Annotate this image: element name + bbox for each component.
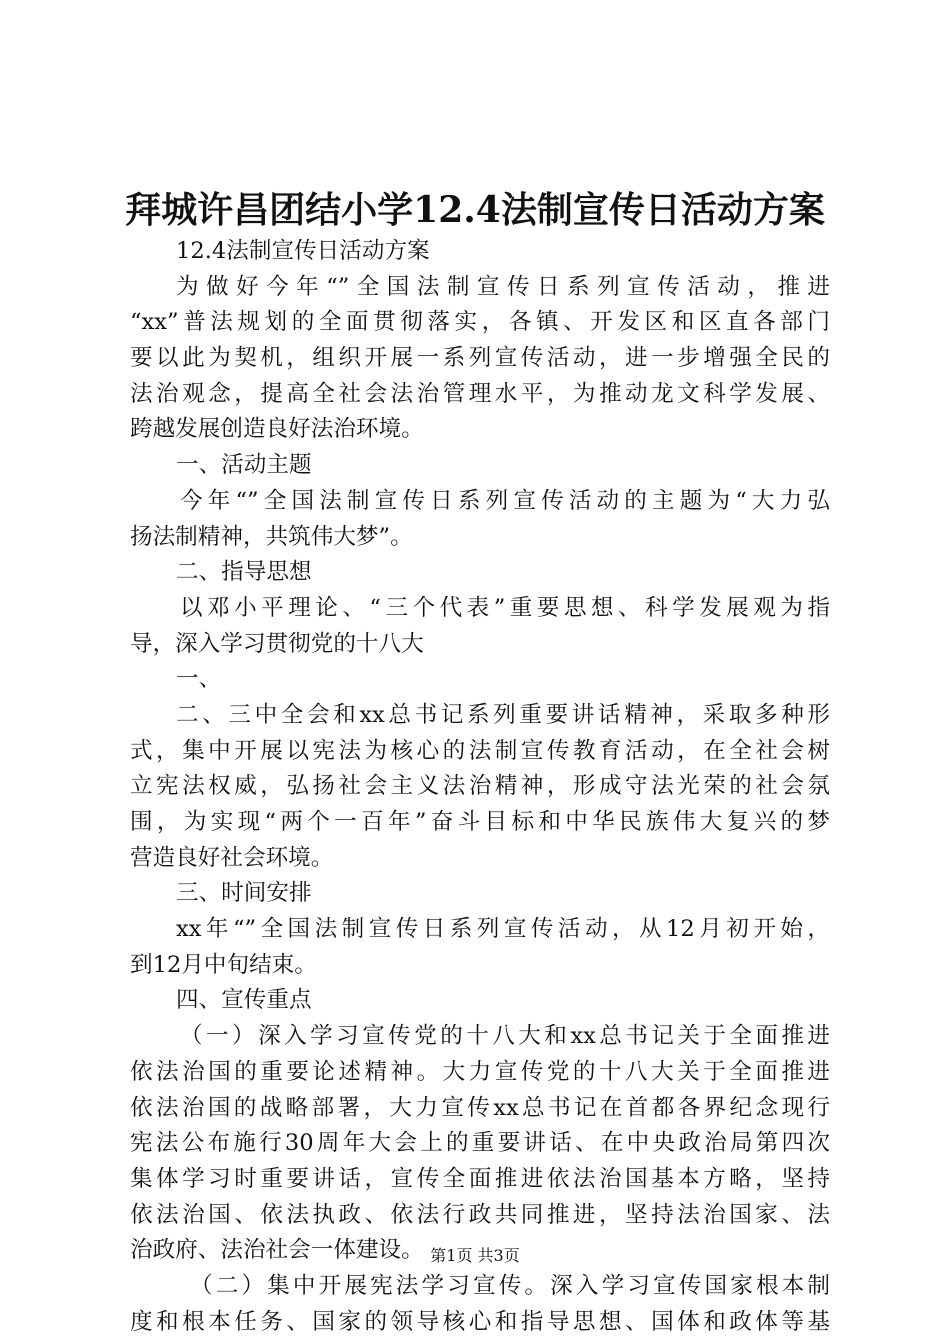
paragraph-line: 扬法制精神，共筑伟大梦”。 [130,523,413,550]
section-heading: 四、宣传重点 [176,987,312,1014]
section-heading: 二、指导思想 [176,559,312,586]
section-heading: 三、时间安排 [176,880,312,907]
paragraph-line: 为做好今年“”全国法制宣传日系列宣传活动，推进 [176,273,830,300]
paragraph-line: 法治观念，提高全社会法治管理水平，为推动龙文科学发展、 [130,380,830,407]
subtitle-line: 12.4法制宣传日活动方案 [176,238,430,264]
paragraph-line: 集体学习时重要讲话，宣传全面推进依法治国基本方略，坚持 [130,1165,830,1192]
paragraph-line: 围，为实现“两个一百年”奋斗目标和中华民族伟大复兴的梦 [130,809,830,835]
page-footer: 第1页 共3页 [430,1246,520,1265]
paragraph-line: 依法治国、依法执政、依法行政共同推进，坚持法治国家、法 [130,1201,830,1228]
paragraph-line: 度和根本任务、国家的领导核心和指导思想、国体和政体等基 [130,1308,830,1335]
paragraph-line: 要以此为契机，组织开展一系列宣传活动，进一步增强全民的 [130,345,830,372]
paragraph-line: 营造良好社会环境。 [130,844,334,871]
paragraph-line: 跨越发展创造良好法治环境。 [130,416,424,443]
paragraph-line: 一、 [176,666,222,693]
paragraph-line: 今年“”全国法制宣传日系列宣传活动的主题为“大力弘 [180,487,830,514]
paragraph-line: 治政府、法治社会一体建设。 [130,1237,424,1264]
paragraph-line: 到12月中旬结束。 [130,951,317,978]
document-body [130,234,830,1340]
paragraph-line: （二）集中开展宪法学习宣传。深入学习宣传国家根本制 [190,1272,830,1299]
paragraph-line: xx年“”全国法制宣传日系列宣传活动，从12月初开始， [176,916,830,943]
paragraph-line: （一）深入学习宣传党的十八大和xx总书记关于全面推进 [180,1023,830,1050]
paragraph-line: “xx”普法规划的全面贯彻落实，各镇、开发区和区直各部门 [130,309,830,336]
paragraph-line: 立宪法权威，弘扬社会主义法治精神，形成守法光荣的社会氛 [130,773,830,800]
paragraph-line: 导，深入学习贯彻党的十八大 [130,630,424,657]
paragraph-line: 依法治国的战略部署，大力宣传xx总书记在首都各界纪念现行 [130,1094,830,1121]
paragraph-line: 依法治国的重要论述精神。大力宣传党的十八大关于全面推进 [130,1058,830,1085]
paragraph-line: 二、三中全会和xx总书记系列重要讲话精神，采取多种形 [176,701,830,728]
paragraph-line: 以邓小平理论、“三个代表”重要思想、科学发展观为指 [180,594,830,621]
paragraph-line: 式，集中开展以宪法为核心的法制宣传教育活动，在全社会树 [130,737,830,764]
section-heading: 一、活动主题 [176,452,312,479]
paragraph-line: 宪法公布施行30周年大会上的重要讲话、在中央政治局第四次 [130,1130,830,1157]
document-title: 拜城许昌团结小学12.4法制宣传日活动方案 [125,189,825,231]
